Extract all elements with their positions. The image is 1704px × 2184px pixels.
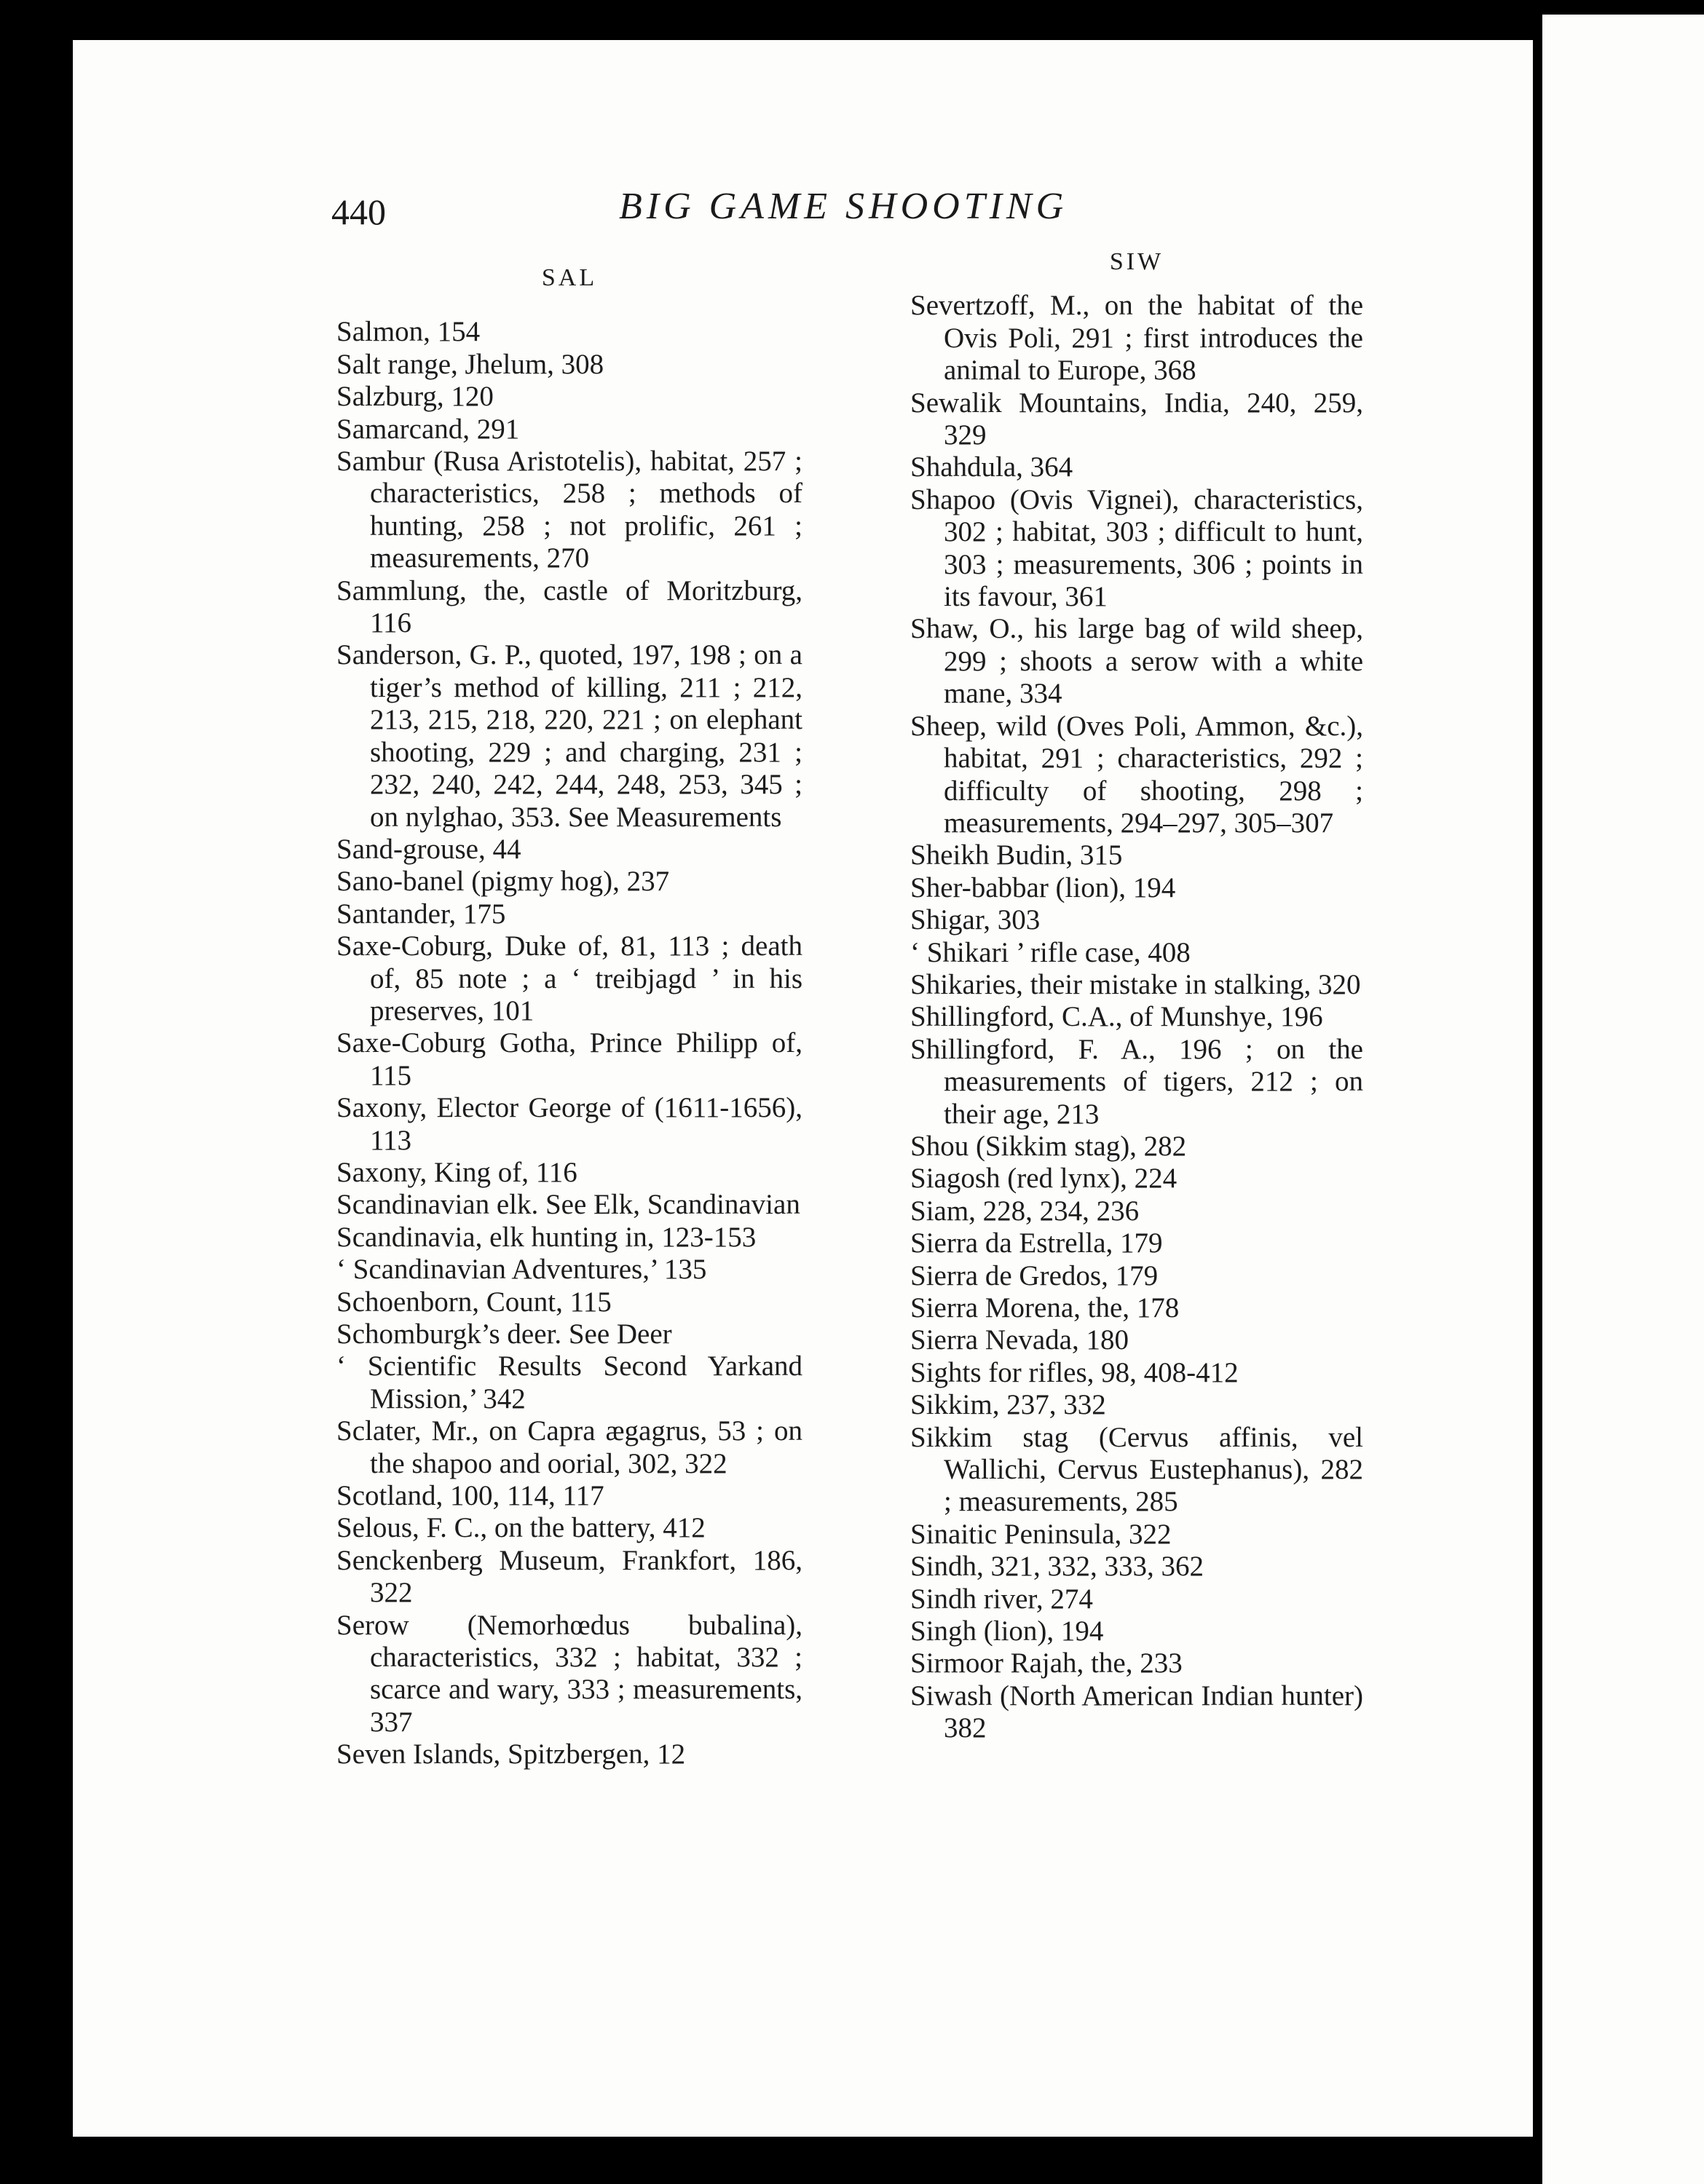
column-header-left: SAL — [541, 264, 598, 291]
index-entry: Seven Islands, Spitzbergen, 12 — [336, 1738, 686, 1770]
index-entry: Severtzoff, M., on the habitat of the Ovis Poli, 291 ; first introduces the animal to Europe, 368 — [910, 290, 1363, 387]
index-entry: Sanderson, G. P., quoted, 197, 198 ; on a tiger’s method of killing, 211 ; 212, 213, 215, 218, 220, 221 ; on elephant shooting, 229 ; and charging, 231 ; 232, 240, 242, 244, 248, 253, 345 ; on nylghao, 353. See Measurements — [336, 639, 802, 833]
index-entry: Schomburgk’s deer. See Deer — [336, 1318, 672, 1350]
index-entry: Shahdula, 364 — [910, 451, 1073, 483]
index-entry: Shigar, 303 — [910, 904, 1041, 936]
index-entry: Schoenborn, Count, 115 — [336, 1286, 612, 1318]
index-entry: Scandinavian elk. See Elk, Scandinavian — [336, 1189, 800, 1221]
index-entry: Saxony, King of, 116 — [336, 1156, 577, 1188]
index-entry: Scotland, 100, 114, 117 — [336, 1480, 604, 1512]
index-entry: Salt range, Jhelum, 308 — [336, 348, 604, 380]
index-entry: Sewalik Mountains, India, 240, 259, 329 — [910, 387, 1363, 451]
index-entry: Saxe-Coburg Gotha, Prince Philipp of, 115 — [336, 1027, 802, 1091]
index-entry: Shikaries, their mistake in stalking, 320 — [910, 968, 1361, 1000]
index-entry: Shillingford, C.A., of Munshye, 196 — [910, 1001, 1323, 1033]
index-entry: Sclater, Mr., on Capra ægagrus, 53 ; on the shapoo and oorial, 302, 322 — [336, 1415, 802, 1479]
index-entry: Singh (lion), 194 — [910, 1615, 1104, 1647]
entry-list-left — [336, 316, 802, 1770]
column-header-right: SIW — [1109, 248, 1164, 275]
index-entry: Sirmoor Rajah, the, 233 — [910, 1647, 1183, 1679]
entry-list-right — [910, 290, 1363, 1744]
index-entry: Sikkim stag (Cervus affinis, vel Wallichi, Cervus Eustephanus), 282 ; measurements, 285 — [910, 1421, 1363, 1518]
index-entry: Sierra da Estrella, 179 — [910, 1227, 1163, 1259]
index-entry: Sammlung, the, castle of Moritzburg, 116 — [336, 574, 802, 639]
index-entry: Selous, F. C., on the battery, 412 — [336, 1512, 706, 1544]
index-entry: Sinaitic Peninsula, 322 — [910, 1518, 1172, 1550]
index-entry: Sierra de Gredos, 179 — [910, 1259, 1159, 1291]
index-entry: Sindh river, 274 — [910, 1583, 1093, 1615]
index-entry: Saxony, Elector George of (1611-1656), 113 — [336, 1092, 802, 1156]
index-entry: Siagosh (red lynx), 224 — [910, 1163, 1178, 1195]
next-page-edge — [1542, 15, 1704, 2184]
page-number: 440 — [331, 191, 386, 232]
index-entry: Saxe-Coburg, Duke of, 81, 113 ; death of, 85 note ; a ‘ treibjagd ’ in his preserves, 101 — [336, 930, 802, 1026]
index-entry: Salmon, 154 — [336, 316, 481, 348]
index-entry: Santander, 175 — [336, 898, 506, 930]
index-entry: Scandinavia, elk hunting in, 123-153 — [336, 1221, 757, 1253]
index-entry: Senckenberg Museum, Frankfort, 186, 322 — [336, 1544, 802, 1609]
index-entry: Siam, 228, 234, 236 — [910, 1195, 1140, 1227]
index-entry: Sierra Morena, the, 178 — [910, 1292, 1180, 1324]
index-entry: ‘ Scandinavian Adventures,’ 135 — [336, 1254, 707, 1286]
index-entry: ‘ Shikari ’ rifle case, 408 — [910, 936, 1191, 968]
index-entry: Sambur (Rusa Aristotelis), habitat, 257 ; characteristics, 258 ; methods of hunting, 258 ; not prolific, 261 ; measurements, 270 — [336, 446, 802, 574]
index-column-right — [910, 246, 1363, 1745]
index-column-left — [336, 262, 802, 1771]
index-entry: Serow (Nemorhœdus bubalina), characteristics, 332 ; habitat, 332 ; scarce and wary, 333 ; measurements, 337 — [336, 1609, 802, 1738]
index-entry: Sights for rifles, 98, 408-412 — [910, 1356, 1239, 1388]
index-entry: Samarcand, 291 — [336, 413, 520, 445]
index-entry: Sand-grouse, 44 — [336, 833, 521, 865]
index-entry: Shaw, O., his large bag of wild sheep, 299 ; shoots a serow with a white mane, 334 — [910, 613, 1363, 710]
index-entry: Sikkim, 237, 332 — [910, 1389, 1106, 1421]
index-entry: ‘ Scientific Results Second Yarkand Mission,’ 342 — [336, 1350, 802, 1415]
index-entry: Sindh, 321, 332, 333, 362 — [910, 1551, 1204, 1583]
index-entry: Shou (Sikkim stag), 282 — [910, 1130, 1187, 1162]
running-head: BIG GAME SHOOTING — [619, 186, 1068, 227]
index-entry: Siwash (North American Indian hunter) 382 — [910, 1679, 1363, 1744]
index-entry: Sierra Nevada, 180 — [910, 1324, 1129, 1356]
index-entry: Salzburg, 120 — [336, 381, 494, 413]
index-entry: Sano-banel (pigmy hog), 237 — [336, 866, 670, 898]
index-entry: Shillingford, F. A., 196 ; on the measurements of tigers, 212 ; on their age, 213 — [910, 1033, 1363, 1130]
index-entry: Shapoo (Ovis Vignei), characteristics, 302 ; habitat, 303 ; difficult to hunt, 303 ; measurements, 306 ; points in its favour, 361 — [910, 483, 1363, 613]
index-entry: Sheikh Budin, 315 — [910, 839, 1123, 871]
index-entry: Sher-babbar (lion), 194 — [910, 871, 1176, 903]
index-entry: Sheep, wild (Oves Poli, Ammon, &c.), habitat, 291 ; characteristics, 292 ; difficulty of shooting, 298 ; measurements, 294–297, 305–307 — [910, 710, 1363, 839]
